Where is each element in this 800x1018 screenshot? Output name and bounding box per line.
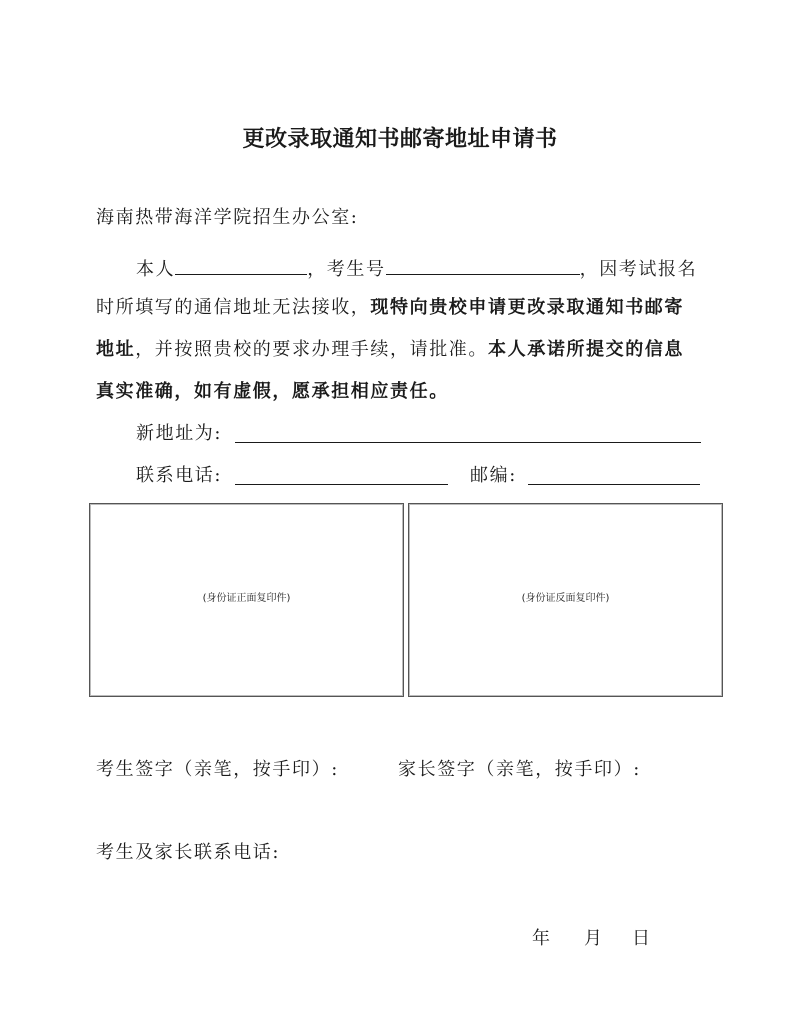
id-card-back-box [408, 503, 723, 697]
new-address-blank [235, 424, 701, 443]
paragraph-line-3 [96, 338, 684, 362]
id-card-front-caption: (身份证正面复印件) [202, 592, 291, 604]
id-card-back-caption: (身份证反面复印件) [521, 592, 610, 604]
student-signature-label: 考生签字（亲笔，按手印）: [96, 759, 339, 780]
date-day: 日 [632, 928, 650, 949]
paragraph-line-4: 真实准确，如有虚假，愿承担相应责任。 [96, 381, 449, 402]
paragraph-line-2-normal: 时所填写的通信地址无法接收， [96, 297, 371, 318]
paragraph-line-3-bold: 地址 [96, 339, 136, 360]
document-title: 更改录取通知书邮寄地址申请书 [242, 126, 558, 152]
new-address-label: 新地址为: [136, 423, 223, 444]
exam-number-label: ，考生号 [307, 259, 386, 280]
name-blank [175, 256, 307, 275]
paragraph-line-3-normal: ，并按照贵校的要求办理手续，请批准。 [135, 339, 489, 360]
phone-blank [235, 466, 448, 485]
name-label: 本人 [136, 259, 176, 280]
id-card-front-box [89, 503, 404, 697]
contact-phone-label: 考生及家长联系电话: [96, 842, 281, 863]
exam-number-blank [386, 256, 580, 275]
date-year: 年 [532, 928, 550, 949]
paragraph-line-1-end: ，因考试报名 [579, 259, 698, 280]
postcode-label: 邮编: [470, 465, 517, 486]
new-address-row [136, 422, 222, 446]
paragraph-line-2 [96, 296, 684, 320]
paragraph-line-3-bold-2: 本人承诺所提交的信息 [488, 339, 685, 360]
parent-signature-label: 家长签字（亲笔，按手印）: [398, 759, 641, 780]
postcode-blank [528, 466, 700, 485]
paragraph-line-2-bold: 现特向贵校申请更改录取通知书邮寄 [370, 297, 685, 318]
date-month: 月 [584, 928, 602, 949]
paragraph-line-1 [136, 256, 697, 282]
addressee: 海南热带海洋学院招生办公室: [96, 207, 359, 228]
phone-label: 联系电话: [136, 465, 223, 486]
